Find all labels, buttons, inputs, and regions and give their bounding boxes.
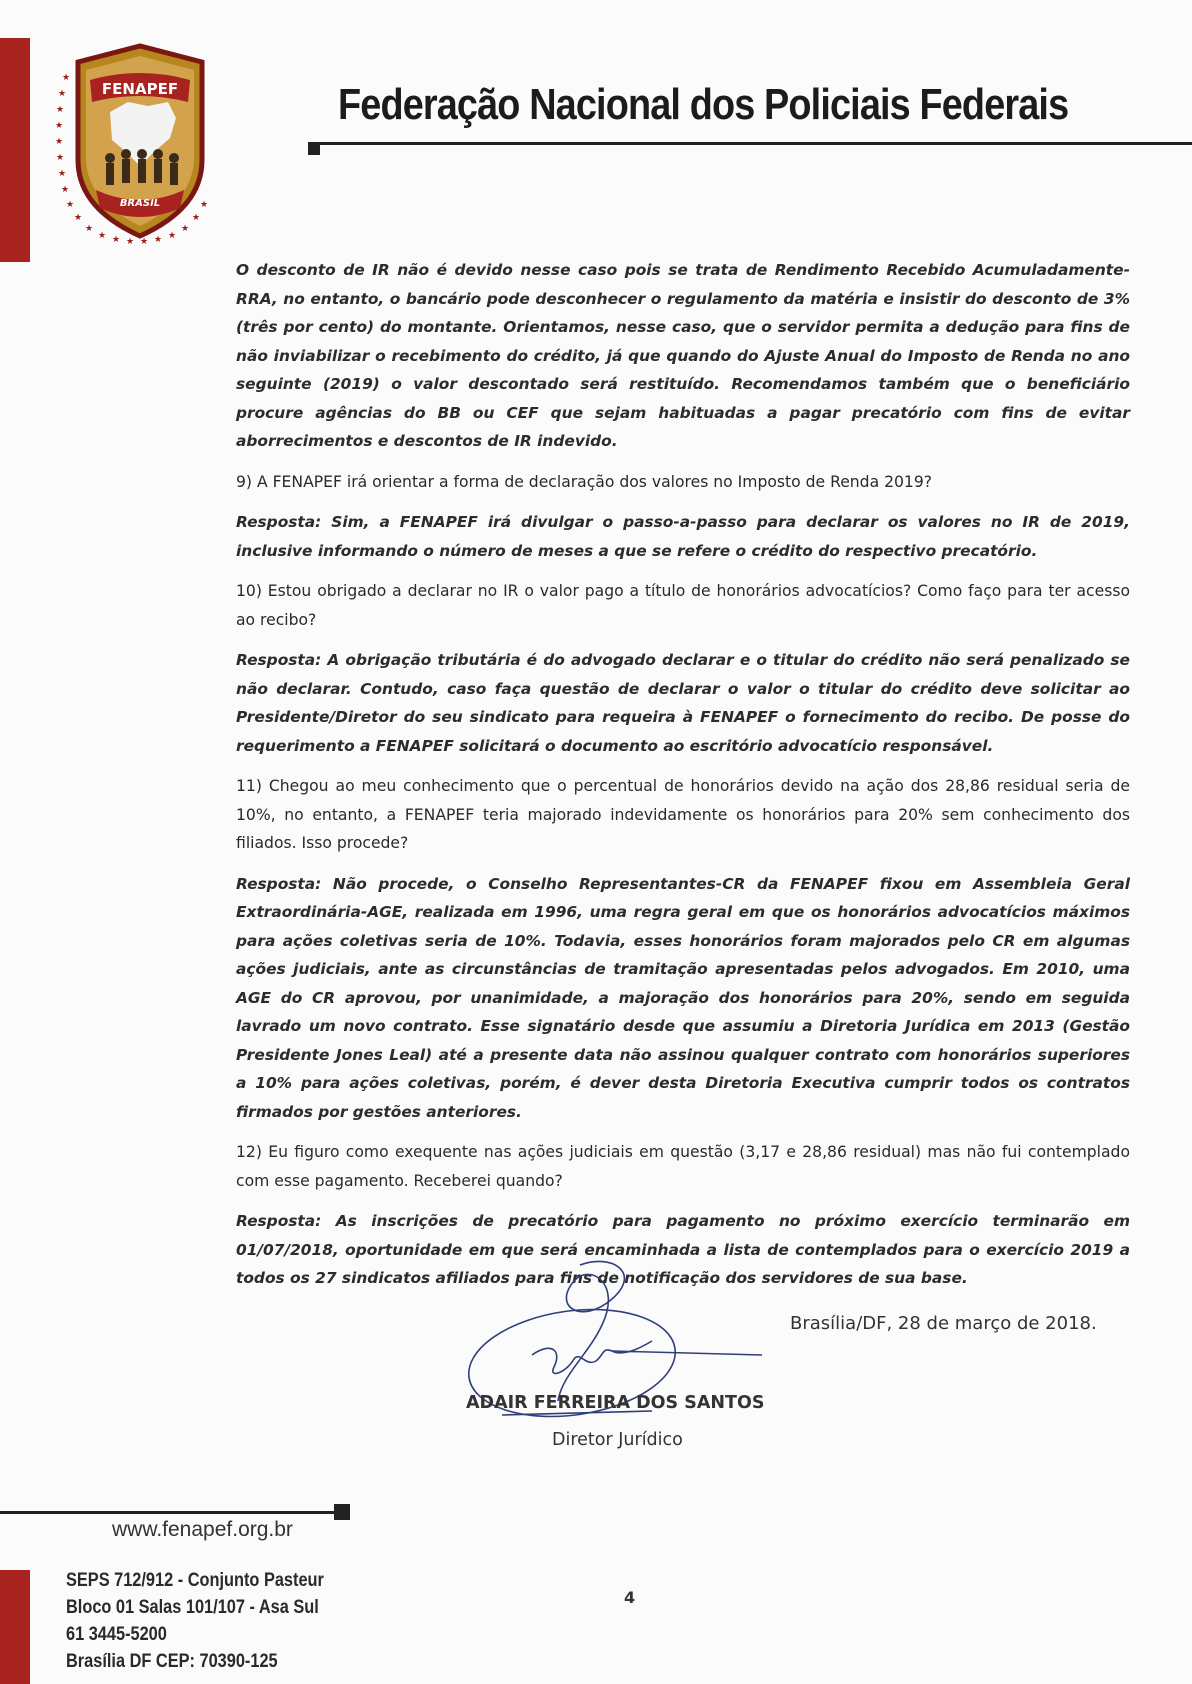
svg-text:★: ★ — [85, 224, 94, 234]
paragraph-gap — [236, 858, 1130, 870]
svg-text:★: ★ — [140, 237, 149, 247]
paragraph-gap — [236, 565, 1130, 577]
question-paragraph: 9) A FENAPEF irá orientar a forma de declaração dos valores no Imposto de Renda 2019? — [236, 472, 933, 491]
svg-text:★: ★ — [55, 121, 64, 131]
svg-text:★: ★ — [56, 153, 65, 163]
bottom-red-bar — [0, 1570, 30, 1684]
paragraph-gap — [236, 1126, 1130, 1138]
letter-body — [236, 256, 1130, 1293]
svg-text:★: ★ — [98, 231, 107, 241]
footer-address — [66, 1567, 324, 1675]
question-paragraph: 12) Eu figuro como exequente nas ações judiciais em questão (3,17 e 28,86 residual) mas não fui contemplado com esse pagamento. Receberei quando? — [236, 1143, 1130, 1190]
signer-name: ADAIR FERREIRA DOS SANTOS — [466, 1393, 765, 1413]
svg-text:★: ★ — [58, 89, 67, 99]
svg-text:★: ★ — [200, 200, 209, 210]
svg-text:★: ★ — [55, 137, 64, 147]
paragraph-gap — [236, 1195, 1130, 1207]
signer-role: Diretor Jurídico — [552, 1430, 683, 1450]
header-rule — [308, 142, 1192, 145]
paragraph-gap — [236, 456, 1130, 468]
paragraph-gap — [236, 496, 1130, 508]
letter-date: Brasília/DF, 28 de março de 2018. — [790, 1313, 1097, 1334]
address-line: Bloco 01 Salas 101/107 - Asa Sul — [66, 1597, 319, 1618]
svg-text:★: ★ — [154, 235, 163, 245]
header-rule-square — [308, 143, 320, 155]
svg-text:★: ★ — [192, 213, 201, 223]
svg-text:★: ★ — [168, 231, 177, 241]
logo-top-text: FENAPEF — [101, 80, 179, 98]
answer-paragraph: Resposta: A obrigação tributária é do advogado declarar e o titular do crédito não será penalizado se não declarar. Contudo, caso faça questão de declarar o valor o titular do crédito deve solicitar ao Presidente/Diretor do seu sindicato para requeira à FENAPEF o fornecimento do recibo. De posse do requerimento a FENAPEF solicitará o documento ao escritório advocatício responsável. — [236, 651, 1130, 755]
paragraph-gap — [236, 634, 1130, 646]
footer-website: www.fenapef.org.br — [112, 1518, 293, 1541]
address-line: 61 3445-5200 — [66, 1624, 167, 1645]
page-number: 4 — [624, 1588, 636, 1607]
question-paragraph: 10) Estou obrigado a declarar no IR o valor pago a título de honorários advocatícios? Como faço para ter acesso ao recibo? — [236, 582, 1130, 629]
svg-text:★: ★ — [56, 105, 65, 115]
answer-paragraph: O desconto de IR não é devido nesse caso pois se trata de Rendimento Recebido Acumuladamente-RRA, no entanto, o bancário pode desconhecer o regulamento da matéria e insistir do desconto de 3% (três por cento) do montante. Orientamos, nesse caso, que o servidor permita a dedução para fins de não inviabilizar o recebimento do crédito, já que quando do Ajuste Anual do Imposto de Renda no ano seguinte (2019) o valor descontado será restituído. Recomendamos também que o beneficiário procure agências do BB ou CEF que sejam habituadas a pagar precatório com fins de evitar aborrecimentos e descontos de IR indevido. — [236, 261, 1130, 450]
svg-text:★: ★ — [181, 224, 190, 234]
fenapef-logo — [50, 40, 230, 260]
svg-text:★: ★ — [126, 237, 135, 247]
top-red-bar — [0, 38, 30, 262]
logo-bottom-text: BRASIL — [119, 198, 161, 209]
svg-text:★: ★ — [74, 213, 83, 223]
svg-text:★: ★ — [62, 73, 71, 83]
address-line: SEPS 712/912 - Conjunto Pasteur — [66, 1570, 324, 1591]
svg-text:★: ★ — [112, 235, 121, 245]
paragraph-gap — [236, 760, 1130, 772]
footer-rule-square — [334, 1504, 350, 1520]
answer-paragraph: Resposta: As inscrições de precatório para pagamento no próximo exercício terminarão em 01/07/2018, oportunidade em que será encaminhada a lista de contemplados para o exercício 2019 a todos os 27 sindicatos afiliados para fins de notificação dos servidores de sua base. — [236, 1212, 1130, 1287]
question-paragraph: 11) Chegou ao meu conhecimento que o percentual de honorários devido na ação dos 28,86 residual seria de 10%, no entanto, a FENAPEF teria majorado indevidamente os honorários para 20% sem conhecimento dos filiados. Isso procede? — [236, 777, 1130, 852]
svg-text:★: ★ — [61, 185, 70, 195]
svg-text:★: ★ — [58, 169, 67, 179]
svg-text:★: ★ — [66, 200, 75, 210]
address-line: Brasília DF CEP: 70390-125 — [66, 1651, 278, 1672]
answer-paragraph: Resposta: Sim, a FENAPEF irá divulgar o passo-a-passo para declarar os valores no IR de 2019, inclusive informando o número de meses a que se refere o crédito do respectivo precatório. — [236, 513, 1130, 560]
answer-paragraph: Resposta: Não procede, o Conselho Representantes-CR da FENAPEF fixou em Assembleia Geral Extraordinária-AGE, realizada em 1996, uma regra geral em que os honorários advocatícios máximos para ações coletivas seria de 10%. Todavia, esses honorários foram majorados pelo CR em algumas ações judiciais, ante as circunstâncias de tramitação apresentadas pelos advogados. Em 2010, uma AGE do CR aprovou, por unanimidade, a majoração dos honorários para 20%, sendo em seguida lavrado um novo contrato. Esse signatário desde que assumiu a Diretoria Jurídica em 2013 (Gestão Presidente Jones Leal) até a presente data não assinou qualquer contrato com honorários superiores a 10% para ações coletivas, porém, é dever desta Diretoria Executiva cumprir todos os contratos firmados por gestões anteriores. — [236, 874, 1130, 1121]
letterhead-title: Federação Nacional dos Policiais Federais — [338, 80, 1069, 129]
footer-rule — [0, 1511, 340, 1514]
